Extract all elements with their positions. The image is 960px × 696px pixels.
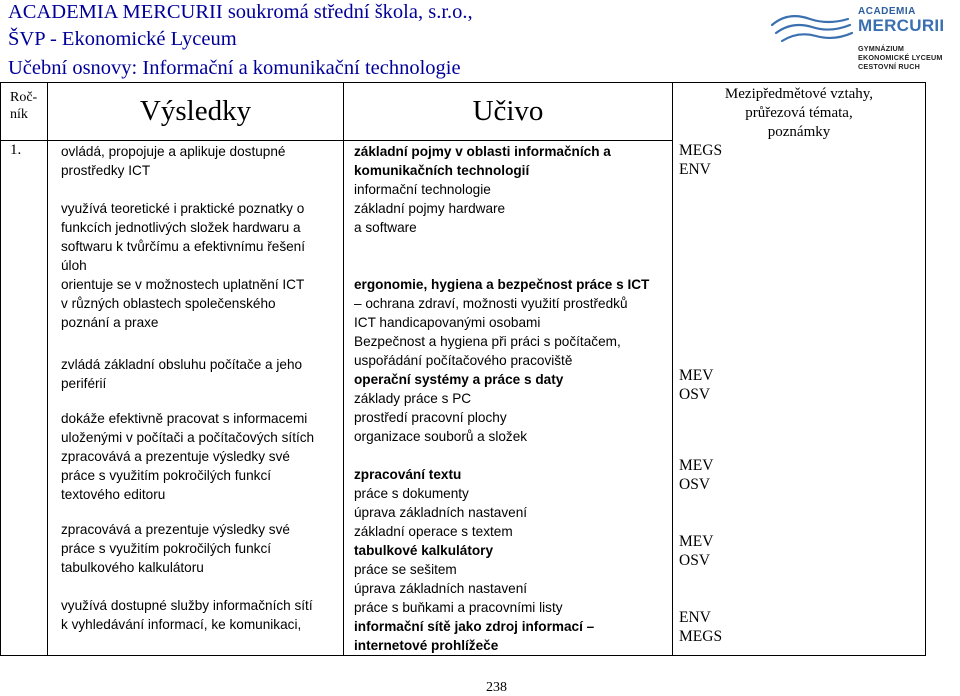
header-syllabus: Učební osnovy: Informační a komunikační technologie	[8, 57, 461, 79]
ucivo-line: tabulkové kalkulátory	[354, 543, 494, 559]
vysledky-line: poznání a praxe	[61, 315, 159, 331]
rocnik-value: 1.	[10, 142, 22, 159]
vysledky-line: zvládá základní obsluhu počítače a jeho	[61, 357, 303, 373]
ucivo-cell	[344, 141, 673, 656]
logo-wordmark	[858, 6, 944, 35]
vysledky-line: softwaru k tvůrčímu a efektivnímu řešení	[61, 239, 306, 255]
mezi-value: OSV	[679, 476, 711, 493]
ucivo-line: práce s dokumenty	[354, 486, 469, 502]
header-school-name: ACADEMIA MERCURII soukromá střední škola, s.r.o.,	[8, 1, 473, 23]
ucivo-line: operační systémy a práce s daty	[354, 372, 564, 388]
ucivo-line: informační technologie	[354, 182, 491, 198]
ucivo-line: – ochrana zdraví, možnosti využití prostředků	[354, 296, 628, 312]
vysledky-line: využívá dostupné služby informačních sítí	[61, 598, 313, 614]
mezi-value: ENV	[679, 609, 711, 626]
vysledky-line: práce s využitím pokročilých funkcí	[61, 541, 272, 557]
syllabus-table	[0, 82, 926, 656]
ucivo-line: práce se sešitem	[354, 562, 457, 578]
ucivo-line: a software	[354, 220, 417, 236]
ucivo-line: organizace souborů a složek	[354, 429, 528, 445]
vysledky-line: textového editoru	[61, 487, 166, 503]
mezi-value: MEV	[679, 367, 714, 384]
ucivo-line: ergonomie, hygiena a bezpečnost práce s ICT	[354, 277, 650, 293]
mezi-header-line2: průřezová témata,	[745, 105, 853, 121]
mezi-value: MEV	[679, 533, 714, 550]
vysledky-line: v různých oblastech společenského	[61, 296, 276, 312]
ucivo-line: základní pojmy v oblasti informačních a	[354, 144, 611, 160]
ucivo-line: uspořádání počítačového pracoviště	[354, 353, 573, 369]
vysledky-line: práce s využitím pokročilých funkcí	[61, 468, 272, 484]
ucivo-line: základní pojmy hardware	[354, 201, 506, 217]
ucivo-line: internetové prohlížeče	[354, 638, 499, 654]
ucivo-line: úprava základních nastavení	[354, 505, 528, 521]
mezi-value: OSV	[679, 386, 711, 403]
mezi-value: MEGS	[679, 628, 723, 645]
vysledky-line: využívá teoretické i praktické poznatky o	[61, 201, 305, 217]
ucivo-header: Učivo	[344, 83, 673, 141]
ucivo-line: prostředí pracovní plochy	[354, 410, 507, 426]
vysledky-line: ovládá, propojuje a aplikuje dostupné	[61, 144, 286, 160]
ucivo-line: Bezpečnost a hygiena při práci s počítačem,	[354, 334, 621, 350]
vysledky-cell	[48, 141, 344, 656]
logo-academia-text: ACADEMIA	[858, 6, 916, 17]
vysledky-line: funkcích jednotlivých složek hardwaru a	[61, 220, 301, 236]
vysledky-line: uloženými v počítači a počítačových sítích	[61, 430, 315, 446]
vysledky-line: tabulkového kalkulátoru	[61, 560, 204, 576]
ucivo-line: základy práce s PC	[354, 391, 472, 407]
rocnik-header-line1: Roč-	[10, 90, 38, 105]
mezi-header-line3: poznámky	[767, 124, 831, 140]
logo-sub-ruch: CESTOVNÍ RUCH	[858, 62, 920, 71]
mezi-value: OSV	[679, 552, 711, 569]
rocnik-cell	[1, 141, 48, 656]
rocnik-header	[1, 83, 48, 141]
logo-subtitle	[858, 44, 943, 71]
vysledky-line: dokáže efektivně pracovat s informacemi	[61, 411, 308, 427]
vysledky-line: zpracovává a prezentuje výsledky své	[61, 522, 290, 538]
mezi-header-line1: Mezipředmětové vztahy,	[724, 86, 874, 102]
vysledky-line: k vyhledávání informací, ke komunikaci,	[61, 617, 302, 633]
logo-sub-gymnazium: GYMNÁZIUM	[858, 44, 905, 53]
logo-sub-lyceum: EKONOMICKÉ LYCEUM	[858, 53, 943, 62]
ucivo-line: zpracování textu	[354, 467, 462, 483]
vysledky-line: prostředky ICT	[61, 163, 151, 179]
ucivo-line: informační sítě jako zdroj informací –	[354, 619, 595, 635]
logo-mercurii-text: MERCURII	[858, 16, 945, 35]
ucivo-line: úprava základních nastavení	[354, 581, 528, 597]
table-header-row	[1, 83, 926, 141]
vysledky-line: zpracovává a prezentuje výsledky své	[61, 449, 290, 465]
vysledky-header: Výsledky	[48, 83, 344, 141]
vysledky-line: periférií	[61, 376, 107, 392]
page-number: 238	[486, 680, 507, 695]
mezi-value: MEGS	[679, 142, 723, 159]
header-program: ŠVP - Ekonomické Lyceum	[8, 28, 237, 50]
vysledky-line: orientuje se v možnostech uplatnění ICT	[61, 277, 305, 293]
ucivo-line: ICT handicapovanými osobami	[354, 315, 541, 331]
vysledky-line: úloh	[61, 258, 87, 274]
ucivo-line: komunikačních technologií	[354, 163, 530, 179]
mezi-value: ENV	[679, 161, 711, 178]
ucivo-line: základní operace s textem	[354, 524, 513, 540]
mezi-value: MEV	[679, 457, 714, 474]
rocnik-header-line2: ník	[10, 107, 28, 122]
ucivo-line: práce s buňkami a pracovními listy	[354, 600, 563, 616]
